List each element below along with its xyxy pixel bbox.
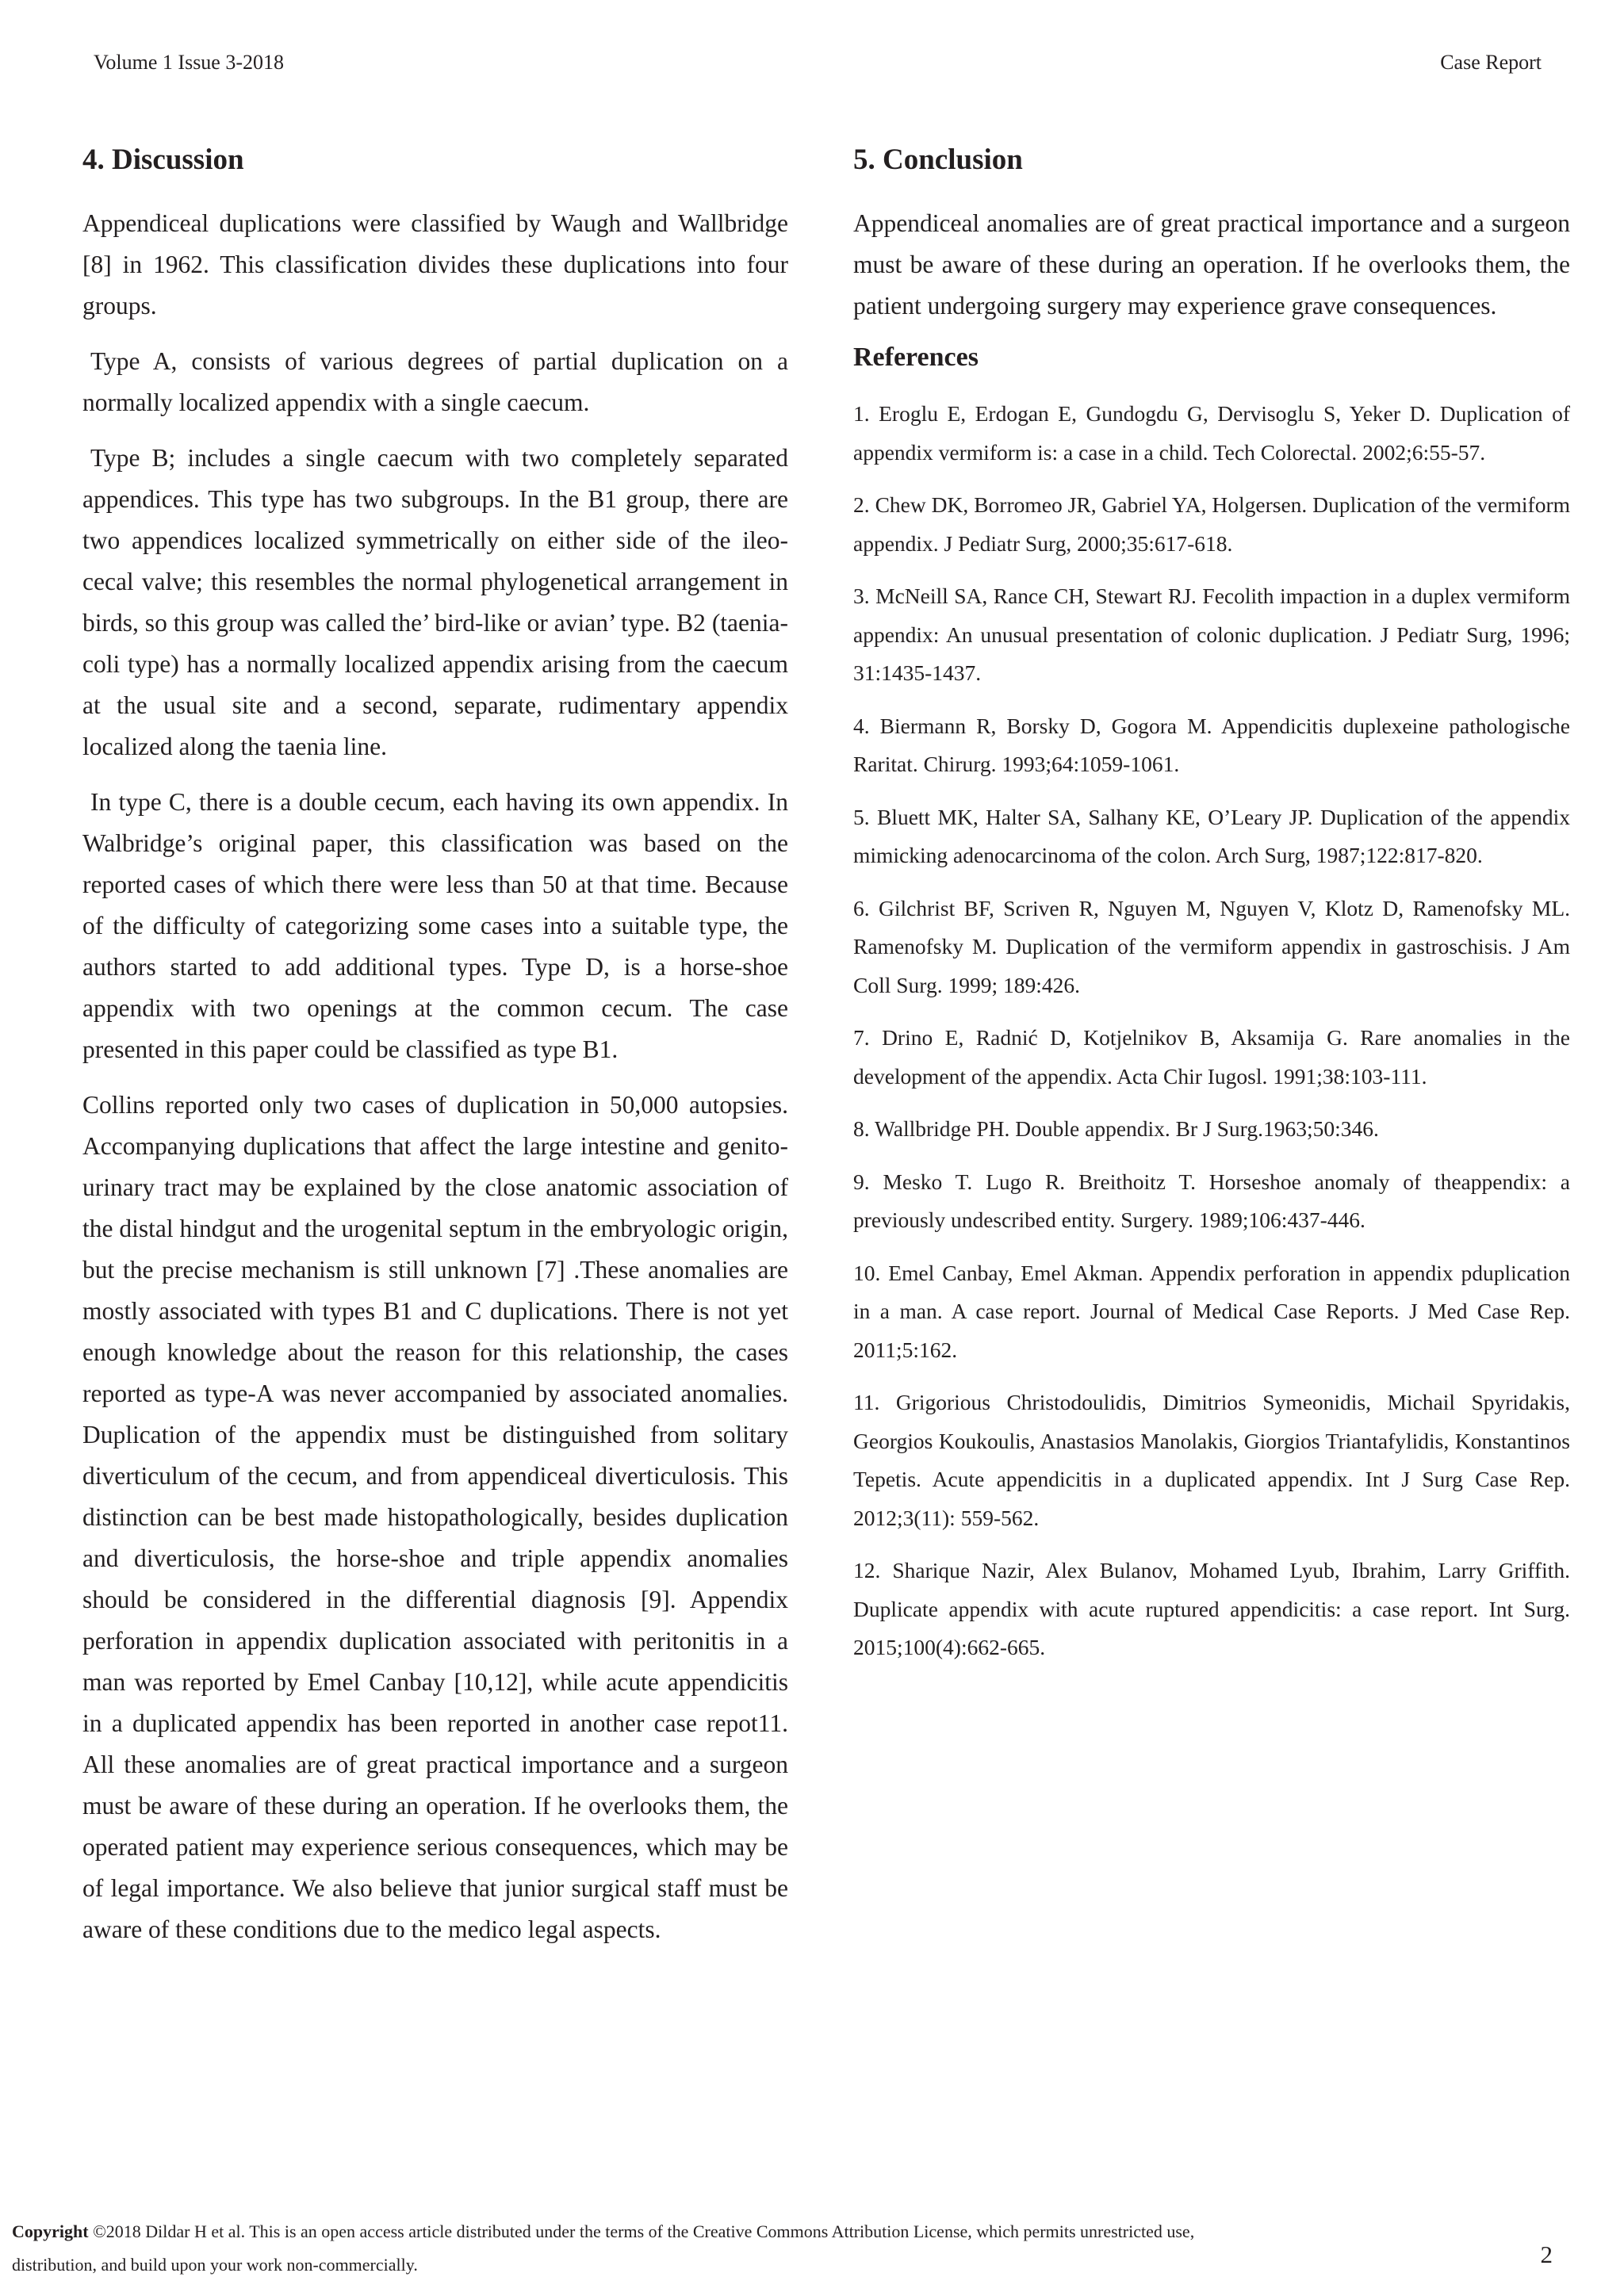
discussion-paragraph: Collins reported only two cases of duplication in 50,000 autopsies. Accompanying duplications that affect the large intestine and genito-urinary tract may be explained by the close anatomic association of the distal hindgut and the urogenital septum in the embryologic origin, but the precise mechanism is still unknown [7] .These anomalies are mostly associated with types B1 and C duplications. There is not yet enough knowledge about the reason for this relationship, the cases reported as type-A was never accompanied by associated anomalies. Duplication of the appendix must be distinguished from solitary diverticulum of the cecum, and from appendiceal diverticulosis. This distinction can be best made histopathologically, besides duplication and diverticulosis, the horse-shoe and triple appendix anomalies should be considered in the differential diagnosis [9]. Appendix perforation in appendix duplication associated with peritonitis in a man was reported by Emel Canbay [10,12], while acute appendicitis in a duplicated appendix has been reported in another case repot11. All these anomalies are of great practical importance and a surgeon must be aware of these during an operation. If he overlooks them, the operated patient may experience serious consequences, which may be of legal importance. We also believe that junior surgical staff must be aware of these conditions due to the medico legal aspects. <box>82 1091 788 1943</box>
copyright-text: ©2018 Dildar H et al. This is an open access article distributed under the terms of the Creative Commons Attribution License, which permits unrestricted use, distribution, and build upon your work non-commercially. <box>12 2221 1195 2275</box>
discussion-paragraph: Type B; includes a single caecum with two completely separated appendices. This type has two subgroups. In the B1 group, there are two appendices localized symmetrically on either side of the ileo-cecal valve; this resembles the normal phylogenetical arrangement in birds, so this group was called the’ bird-like or avian’ type. B2 (taenia-coli type) has a normally localized appendix arising from the caecum at the usual site and a second, separate, rudimentary appendix localized along the taenia line. <box>82 444 788 760</box>
reference-item: 4. Biermann R, Borsky D, Gogora M. Appendicitis duplexeine pathologische Raritat. Chirurg. 1993;64:1059-1061. <box>853 713 1570 776</box>
reference-item: 11. Grigorious Christodoulidis, Dimitrios Symeonidis, Michail Spyridakis, Georgios Koukoulis, Anastasios Manolakis, Giorgios Triantafylidis, Konstantinos Tepetis. Acute appendicitis in a duplicated appendix. Int J Surg Case Rep. 2012;3(11): 559-562. <box>853 1390 1570 1530</box>
page-number: 2 <box>1540 2241 1553 2268</box>
reference-item: 9. Mesko T. Lugo R. Breithoitz T. Horseshoe anomaly of theappendix: a previously undescribed entity. Surgery. 1989;106:437-446. <box>853 1169 1570 1232</box>
running-header-article-type: Case Report <box>1440 51 1542 74</box>
discussion-paragraph: Type A, consists of various degrees of partial duplication on a normally localized appendix with a single caecum. <box>82 347 788 416</box>
conclusion-heading: 5. Conclusion <box>853 144 1023 176</box>
discussion-paragraph: Appendiceal duplications were classified by Waugh and Wallbridge [8] in 1962. This classification divides these duplications into four groups. <box>82 209 788 320</box>
conclusion-column <box>853 143 1570 1682</box>
discussion-column <box>82 143 788 1965</box>
references-heading: References <box>853 342 979 372</box>
reference-item: 1. Eroglu E, Erdogan E, Gundogdu G, Dervisoglu S, Yeker D. Duplication of appendix vermiform is: a case in a child. Tech Colorectal. 2002;6:55-57. <box>853 401 1570 465</box>
reference-item: 3. McNeill SA, Rance CH, Stewart RJ. Fecolith impaction in a duplex vermiform appendix: An unusual presentation of colonic duplication. J Pediatr Surg, 1996; 31:1435-1437. <box>853 584 1570 685</box>
reference-item: 2. Chew DK, Borromeo JR, Gabriel YA, Holgersen. Duplication of the vermiform appendix. J Pediatr Surg, 2000;35:617-618. <box>853 492 1570 556</box>
copyright-notice <box>12 2215 1201 2282</box>
reference-item: 8. Wallbridge PH. Double appendix. Br J Surg.1963;50:346. <box>853 1116 1379 1141</box>
discussion-heading: 4. Discussion <box>82 144 244 176</box>
reference-item: 12. Sharique Nazir, Alex Bulanov, Mohamed Lyub, Ibrahim, Larry Griffith. Duplicate appendix with acute ruptured appendicitis: a case report. Int Surg. 2015;100(4):662-665. <box>853 1558 1570 1659</box>
reference-item: 6. Gilchrist BF, Scriven R, Nguyen M, Nguyen V, Klotz D, Ramenofsky ML. Ramenofsky M. Duplication of the vermiform appendix in gastroschisis. J Am Coll Surg. 1999; 189:426. <box>853 895 1570 997</box>
reference-item: 5. Bluett MK, Halter SA, Salhany KE, O’Leary JP. Duplication of the appendix mimicking adenocarcinoma of the colon. Arch Surg, 1987;122:817-820. <box>853 804 1570 867</box>
reference-item: 7. Drino E, Radnić D, Kotjelnikov B, Aksamija G. Rare anomalies in the development of the appendix. Acta Chir Iugosl. 1991;38:103-111. <box>853 1025 1570 1089</box>
discussion-paragraph: In type C, there is a double cecum, each having its own appendix. In Walbridge’s original paper, this classification was based on the reported cases of which there were less than 50 at that time. Because of the difficulty of categorizing some cases into a suitable type, the authors started to add additional types. Type D, is a horse-shoe appendix with two openings at the common cecum. The case presented in this paper could be classified as type B1. <box>82 788 788 1063</box>
running-header-volume: Volume 1 Issue 3-2018 <box>94 51 285 74</box>
conclusion-paragraph: Appendiceal anomalies are of great practical importance and a surgeon must be aware of these during an operation. If he overlooks them, the patient undergoing surgery may experience grave consequences. <box>853 209 1570 320</box>
reference-item: 10. Emel Canbay, Emel Akman. Appendix perforation in appendix pduplication in a man. A case report. Journal of Medical Case Reports. J Med Case Rep. 2011;5:162. <box>853 1260 1570 1362</box>
copyright-label: Copyright <box>12 2221 89 2241</box>
